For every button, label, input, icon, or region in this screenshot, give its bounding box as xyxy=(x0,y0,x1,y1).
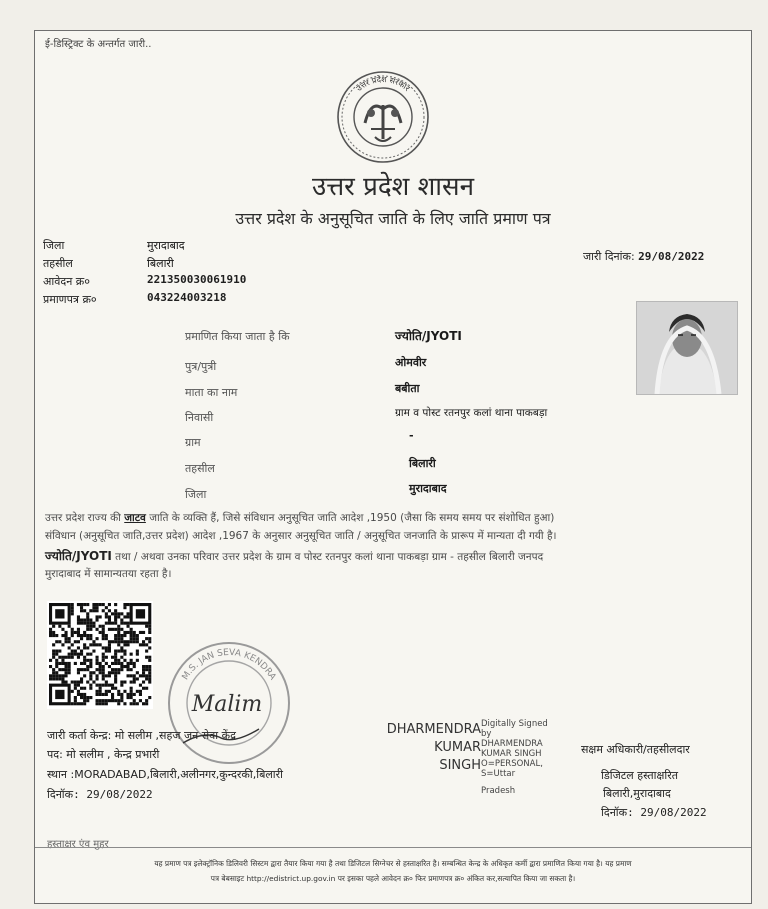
detail-label-village: ग्राम xyxy=(185,436,201,449)
applicant-photo xyxy=(636,301,738,395)
authority-digital: डिजिटल हस्ताक्षरित xyxy=(601,769,678,782)
district-label: जिला xyxy=(43,239,65,252)
issue-date-value: 29/08/2022 xyxy=(638,250,705,263)
stamp-text: M.S. JAN SEVA KENDRA xyxy=(180,647,278,683)
detail-value-district: मुरादाबाद xyxy=(409,482,447,495)
certification-line-1: उत्तर प्रदेश राज्य की जाटव जाति के व्यक्ति हैं, जिसे संविधान अनुसूचित जाति आदेश ,1950 (जैसा कि समय समय पर संशोधित हुआ) xyxy=(45,512,555,524)
detail-label-district: जिला xyxy=(185,488,207,501)
detail-label-certified: प्रमाणित किया जाता है कि xyxy=(185,330,290,343)
issue-date-label: जारी दिनांक: xyxy=(583,250,635,263)
certification-line-4: मुरादाबाद में सामान्यतया रहता है। xyxy=(45,568,172,580)
page-title: उत्तर प्रदेश शासन xyxy=(311,172,475,202)
certificate-subtitle: उत्तर प्रदेश के अनुसूचित जाति के लिए जाति प्रमाण पत्र xyxy=(235,209,551,228)
up-government-emblem xyxy=(331,65,435,169)
detail-value-tehsil: बिलारी xyxy=(409,457,436,470)
certificate-label: प्रमाणपत्र क्र० xyxy=(43,293,97,306)
authority-date: दिनॉक: 29/08/2022 xyxy=(601,806,707,819)
issuer-date: दिनॉक: 29/08/2022 xyxy=(47,788,153,801)
issuer-place: स्थान :MORADABAD,बिलारी,अलीनगर,कुन्दरकी,बिलारी xyxy=(47,768,284,781)
issue-date xyxy=(583,249,704,264)
jan-seva-kendra-stamp xyxy=(163,637,295,773)
issuing-center: जारी कर्ता केन्द्र: मो सलीम ,सहज जन सेवा केंद्र xyxy=(47,729,236,742)
tehsil-label: तहसील xyxy=(43,257,73,270)
caste-name: जाटव xyxy=(124,512,146,524)
application-number: 221350030061910 xyxy=(147,273,247,286)
digital-signature-details: Digitally Signed by DHARMENDRA KUMAR SINGH O=PERSONAL, S=Uttar Pradesh xyxy=(481,719,548,796)
authority-place: बिलारी,मुरादाबाद xyxy=(603,787,671,800)
certified-name: ज्योति/JYOTI xyxy=(45,549,112,563)
detail-label-parent: पुत्र/पुत्री xyxy=(185,360,217,373)
detail-value-resident: ग्राम व पोस्ट रतनपुर कलां थाना पाकबड़ा xyxy=(395,407,548,419)
detail-label-tehsil: तहसील xyxy=(185,462,215,475)
stamp-signature: Malim xyxy=(191,692,263,717)
certificate-page xyxy=(34,30,752,904)
detail-label-mother: माता का नाम xyxy=(185,386,238,399)
detail-value-village: - xyxy=(409,429,414,442)
certificate-number: 043224003218 xyxy=(147,291,227,304)
tehsil-value: बिलारी xyxy=(147,257,174,270)
detail-value-parent: ओमवीर xyxy=(395,356,427,369)
detail-value-name: ज्योति/JYOTI xyxy=(395,329,462,343)
detail-value-mother: बबीता xyxy=(395,382,420,395)
footer-line-2: पत्र बेबसाइट http://edistrict.up.gov.in पर इसका पहले आवेदन क्र० फिर प्रमाणपत्र क्र० अंकित कर,सत्यापित किया जा सकता है। xyxy=(210,874,576,883)
application-label: आवेदन क्र० xyxy=(43,275,90,288)
authority-title: सक्षम अधिकारी/तहसीलदार xyxy=(581,743,690,756)
certification-line-3: ज्योति/JYOTI तथा / अथवा उनका परिवार उत्तर प्रदेश के ग्राम व पोस्ट रतनपुर कलां थाना पाकबड़ा ग्राम - तहसील बिलारी जनपद xyxy=(45,549,544,563)
footer-line-1: यह प्रमाण पत्र इलेक्ट्रॉनिक डिलिवरी सिस्टम द्वारा तैयार किया गया है तथा डिजिटल सिग्नेचर से हस्ताक्षरित है। सम्बन्धित केन्द्र के अधिकृत कर्मी द्वारा प्रमाणित किया गया है। यह प्रमाण xyxy=(154,859,632,868)
issuer-post: पद: मो सलीम , केन्द्र प्रभारी xyxy=(47,748,160,761)
digital-signer-name: DHARMENDRA KUMAR SINGH xyxy=(386,722,481,773)
detail-label-resident: निवासी xyxy=(185,411,214,424)
qr-code xyxy=(47,601,153,709)
emblem-text: उत्तर प्रदेश सरकार xyxy=(354,74,412,94)
district-value: मुरादाबाद xyxy=(147,239,185,252)
certification-line-2: संविधान (अनुसूचित जाति,उत्तर प्रदेश) आदेश ,1967 के अनुसार अनुसूचित जाति / अनुसूचित जनजाति के प्रारूप में मान्यता दी गयी है। xyxy=(45,530,557,542)
top-note: ई-डिस्ट्रिक्ट के अन्तर्गत जारी.. xyxy=(45,39,152,50)
signature-seal-label: हस्ताक्षर एंव मुहर xyxy=(47,839,109,850)
footer-divider xyxy=(35,847,751,848)
